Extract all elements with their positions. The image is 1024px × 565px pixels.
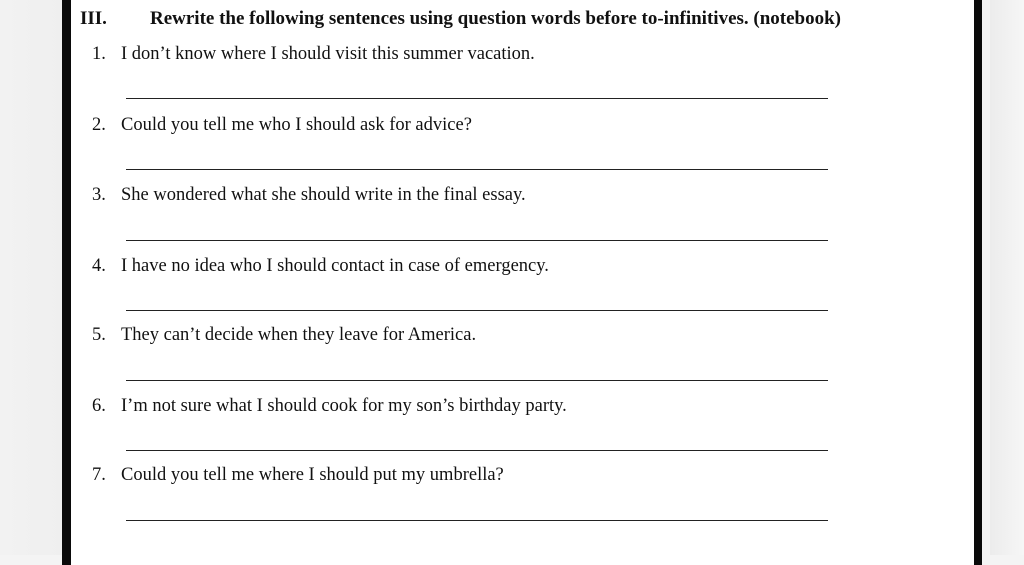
- exercise-item-5: [92, 325, 476, 346]
- item-number: 6.: [92, 396, 106, 416]
- item-number: 5.: [92, 325, 106, 345]
- background-left: [0, 0, 62, 555]
- item-number: 2.: [92, 115, 106, 135]
- item-sentence: Could you tell me where I should put my umbrella?: [121, 465, 504, 485]
- exercise-item-4: [92, 256, 549, 277]
- exercise-item-2: [92, 115, 472, 136]
- exercise-item-6: [92, 396, 567, 417]
- item-sentence: They can’t decide when they leave for America.: [121, 325, 477, 345]
- exercise-item-1: [92, 44, 535, 65]
- item-sentence: I’m not sure what I should cook for my son’s birthday party.: [121, 396, 567, 416]
- item-number: 4.: [92, 256, 106, 276]
- answer-line-5[interactable]: [126, 380, 828, 381]
- exercise-item-3: [92, 185, 526, 206]
- answer-line-1[interactable]: [126, 98, 828, 99]
- exercise-item-7: [92, 465, 504, 486]
- item-sentence: She wondered what she should write in the final essay.: [121, 185, 526, 205]
- item-number: 1.: [92, 44, 106, 64]
- section-instruction: Rewrite the following sentences using question words before to-infinitives. (notebook): [150, 8, 842, 29]
- background-right: [990, 0, 1024, 555]
- answer-line-3[interactable]: [126, 240, 828, 241]
- section-heading: [80, 8, 841, 30]
- section-number: III.: [80, 8, 107, 29]
- item-sentence: I have no idea who I should contact in case of emergency.: [121, 256, 549, 276]
- item-sentence: I don’t know where I should visit this summer vacation.: [121, 44, 535, 64]
- answer-line-2[interactable]: [126, 169, 828, 170]
- answer-line-4[interactable]: [126, 310, 828, 311]
- item-number: 7.: [92, 465, 106, 485]
- answer-line-6[interactable]: [126, 450, 828, 451]
- item-number: 3.: [92, 185, 106, 205]
- item-sentence: Could you tell me who I should ask for advice?: [121, 115, 472, 135]
- answer-line-7[interactable]: [126, 520, 828, 521]
